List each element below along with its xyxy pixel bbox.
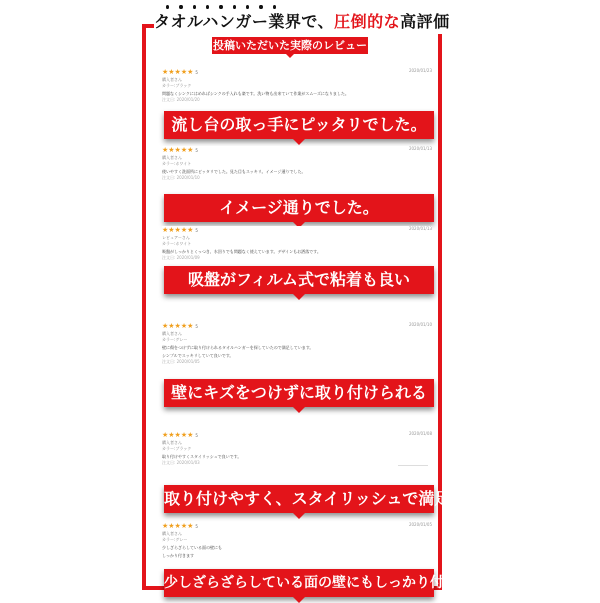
review-body-line2: しっかり付きます xyxy=(162,553,194,558)
rating-value: 5 xyxy=(195,70,198,75)
review-banner: イメージ通りでした。 xyxy=(164,194,434,222)
review-body: 問題なくシンクにはめればシンクの手入れも楽です。洗い物も出来ていて作業がスムーズになりました。 xyxy=(162,91,349,96)
review-meta: 注文日: 2020/01/20 xyxy=(162,97,200,102)
review-card xyxy=(162,68,432,103)
stars-icon: ★★★★★ xyxy=(162,322,194,330)
rating-value: 5 xyxy=(195,148,198,153)
rating-value: 5 xyxy=(195,228,198,233)
review-date: 2020/01/08 xyxy=(408,431,432,436)
review-body: 壁に傷をつけずに取り付けられるタオルハンガーを探していたので満足しています。 xyxy=(162,345,314,350)
review-variant: カラー:ブラック xyxy=(162,446,192,451)
dot xyxy=(166,5,169,9)
review-banner: 壁にキズをつけずに取り付けられる xyxy=(164,379,434,407)
review-body: 使いやすく洗面所にピッタリでした。見た目もスッキリ。イメージ通りでした。 xyxy=(162,169,306,174)
star-rating xyxy=(162,68,432,77)
dot xyxy=(233,5,236,9)
dot xyxy=(259,5,262,9)
review-card xyxy=(162,431,432,466)
review-date: 2020/01/10 xyxy=(408,322,432,327)
headline-part1: タオルハンガー業界で、 xyxy=(154,12,335,31)
dot xyxy=(179,5,182,9)
headline-part2: 圧倒的な xyxy=(334,12,401,31)
divider xyxy=(398,465,428,466)
review-card xyxy=(162,522,432,559)
review-variant: カラー:ホワイト xyxy=(162,241,192,246)
dot xyxy=(219,5,222,9)
rating-value: 5 xyxy=(195,524,198,529)
dot xyxy=(246,5,249,9)
rating-value: 5 xyxy=(195,324,198,329)
review-meta: 注文日: 2020/01/10 xyxy=(162,175,200,180)
review-user: 購入者さん xyxy=(162,155,182,160)
review-banner: 吸盤がフィルム式で粘着も良い xyxy=(164,266,434,294)
review-user: 購入者さん xyxy=(162,531,182,536)
dot xyxy=(193,5,196,9)
review-body: 少しざらざらしている面の壁にも xyxy=(162,545,222,550)
stars-icon: ★★★★★ xyxy=(162,68,194,76)
stars-icon: ★★★★★ xyxy=(162,522,194,530)
review-body: 吸盤がしっかりとくっつき、水回りでも問題なく使えています。デザインもお洒落です。 xyxy=(162,249,321,254)
review-card xyxy=(162,146,432,181)
review-body-line2: シンプルでスッキリしていて良いです。 xyxy=(162,353,234,358)
review-date: 2020/01/13 xyxy=(408,146,432,151)
star-rating xyxy=(162,431,432,440)
review-user: レビュアーさん xyxy=(162,235,190,240)
review-banner: 少しざらざらしている面の壁にもしっかり付く xyxy=(164,569,434,597)
subheading: 投稿いただいた実際のレビュー xyxy=(213,39,367,52)
review-card xyxy=(162,322,432,365)
review-card xyxy=(162,226,432,261)
star-rating xyxy=(162,322,432,331)
star-rating xyxy=(162,146,432,155)
review-variant: カラー:ブラック xyxy=(162,83,192,88)
review-meta: 注文日: 2020/01/03 xyxy=(162,460,200,465)
review-body: 取り付けやすくスタイリッシュで良いです。 xyxy=(162,454,242,459)
review-banner: 取り付けやすく、スタイリッシュで満足 xyxy=(164,485,434,513)
review-user: 購入者さん xyxy=(162,77,182,82)
headline xyxy=(154,10,450,34)
stars-icon: ★★★★★ xyxy=(162,146,194,154)
dot xyxy=(206,5,209,9)
review-variant: カラー:グレー xyxy=(162,337,188,342)
review-date: 2020/01/13 xyxy=(408,226,432,231)
review-date: 2020/01/05 xyxy=(408,522,432,527)
stars-icon: ★★★★★ xyxy=(162,226,194,234)
review-variant: カラー:グレー xyxy=(162,537,188,542)
review-user: 購入者さん xyxy=(162,331,182,336)
stars-icon: ★★★★★ xyxy=(162,431,194,439)
review-user: 購入者さん xyxy=(162,440,182,445)
headline-part3: 高評価 xyxy=(400,12,450,31)
rating-value: 5 xyxy=(195,433,198,438)
review-variant: カラー:ホワイト xyxy=(162,161,192,166)
star-rating xyxy=(162,226,432,235)
review-meta: 注文日: 2020/01/05 xyxy=(162,359,200,364)
review-banner: 流し台の取っ手にピッタリでした。 xyxy=(164,111,434,139)
review-meta: 注文日: 2020/01/09 xyxy=(162,255,200,260)
dot xyxy=(273,5,276,9)
review-date: 2020/01/23 xyxy=(408,68,432,73)
star-rating xyxy=(162,522,432,531)
